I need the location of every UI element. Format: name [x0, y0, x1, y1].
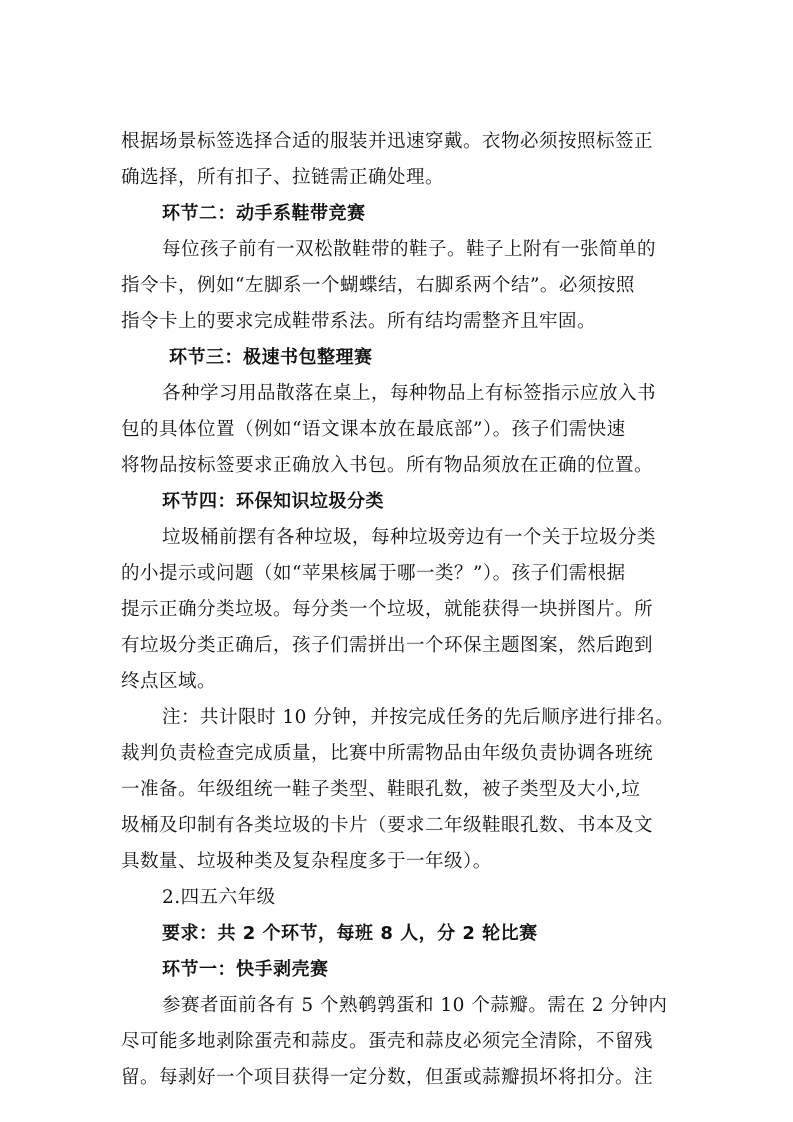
paragraph-5-line-1: 参赛者面前各有 5 个熟鹌鹑蛋和 10 个蒜瓣。需在 2 分钟内	[162, 995, 668, 1016]
note-line-2: 裁判负责检查完成质量，比赛中所需物品由年级负责协调各班统	[121, 743, 654, 764]
paragraph-4-line-1: 垃圾桶前摆有各种垃圾，每种垃圾旁边有一个关于垃圾分类	[162, 527, 657, 548]
section-3-heading: 环节三：极速书包整理赛	[169, 347, 373, 368]
paragraph-2-line-1: 每位孩子前有一双松散鞋带的鞋子。鞋子上附有一张简单的	[162, 239, 657, 260]
note-line-1: 注：共计限时 10 分钟，并按完成任务的先后顺序进行排名。	[162, 707, 675, 728]
paragraph-3-line-2: 包的具体位置（例如“语文课本放在最底部”）。孩子们需快速	[121, 419, 626, 440]
paragraph-4-line-4: 有垃圾分类正确后，孩子们需拼出一个环保主题图案，然后跑到	[121, 635, 654, 656]
paragraph-2-line-2: 指令卡，例如“左脚系一个蝴蝶结，右脚系两个结”。必须按照	[121, 275, 635, 296]
paragraph-5-line-2: 尽可能多地剥除蛋壳和蒜皮。蛋壳和蒜皮必须完全清除，不留残	[121, 1031, 654, 1052]
paragraph-3-line-1: 各种学习用品散落在桌上，每种物品上有标签指示应放入书	[162, 383, 657, 404]
section-2-heading: 环节二：动手系鞋带竞赛	[162, 203, 366, 224]
paragraph-1-line-1: 根据场景标签选择合适的服装并迅速穿戴。衣物必须按照标签正	[121, 131, 654, 152]
note-line-3: 一准备。年级组统一鞋子类型、鞋眼孔数，被子类型及大小,垃	[121, 779, 641, 800]
note-line-4: 圾桶及印制有各类垃圾的卡片（要求二年级鞋眼孔数、书本及文	[121, 815, 654, 836]
section-4-heading: 环节四：环保知识垃圾分类	[162, 491, 384, 512]
paragraph-1-line-2: 确选择，所有扣子、拉链需正确处理。	[121, 167, 445, 188]
paragraph-4-line-5: 终点区域。	[121, 671, 217, 692]
requirements-heading: 要求：共 2 个环节，每班 8 人，分 2 轮比赛	[162, 923, 538, 944]
paragraph-4-line-2: 的小提示或问题（如“苹果核属于哪一类？”）。孩子们需根据	[121, 563, 626, 584]
paragraph-5-line-3: 留。每剥好一个项目获得一定分数，但蛋或蒜瓣损坏将扣分。注	[121, 1067, 654, 1088]
paragraph-3-line-3: 将物品按标签要求正确放入书包。所有物品须放在正确的位置。	[121, 455, 654, 476]
note-line-5: 具数量、垃圾种类及复杂程度多于一年级）。	[121, 851, 492, 872]
paragraph-2-line-3: 指令卡上的要求完成鞋带系法。所有结均需整齐且牢固。	[121, 311, 597, 332]
paragraph-4-line-3: 提示正确分类垃圾。每分类一个垃圾，就能获得一块拼图片。所	[121, 599, 654, 620]
grade-heading: 2.四五六年级	[162, 887, 276, 908]
section-1b-heading: 环节一：快手剥壳赛	[162, 959, 329, 980]
